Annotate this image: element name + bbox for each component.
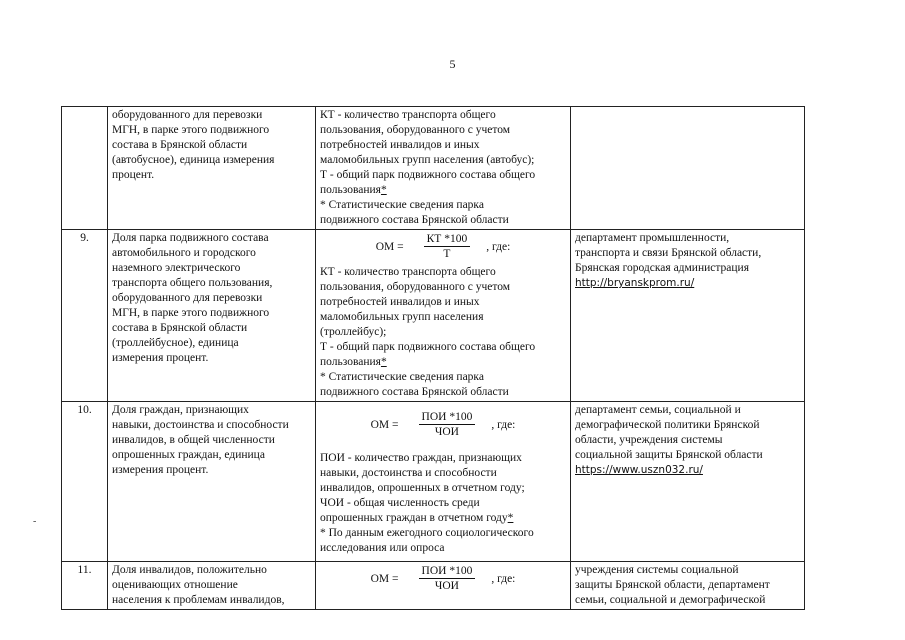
calculation-line: маломобильных групп населения: [320, 311, 484, 323]
indicator-name: [108, 562, 316, 610]
indicator-name-line: Доля парка подвижного состава: [112, 232, 269, 244]
calculation-line: навыки, достоинства и способности: [320, 467, 497, 479]
responsible-source: [571, 107, 805, 230]
calculation-line: * По данным ежегодного социологического: [320, 527, 534, 539]
indicator-name-line: инвалидов, в общей численности: [112, 434, 275, 446]
page-number: 5: [449, 57, 456, 71]
formula-suffix: , где:: [486, 240, 511, 253]
calculation-line: потребностей инвалидов и иных: [320, 139, 480, 151]
formula-suffix: , где:: [491, 418, 516, 431]
indicator-name-line: процент.: [112, 169, 155, 181]
formula: [320, 411, 566, 439]
responsible-source: [571, 230, 805, 402]
source-line: департамент промышленности,: [575, 232, 730, 244]
indicator-name-line: населения к проблемам инвалидов,: [112, 594, 285, 606]
indicator-name-line: МГН, в парке этого подвижного: [112, 307, 270, 319]
calculation-line: опрошенных граждан в отчетном году*: [320, 512, 514, 524]
footnote-asterisk: *: [507, 512, 514, 524]
calculation-line: потребностей инвалидов и иных: [320, 296, 480, 308]
calculation-method: [316, 230, 571, 402]
indicator-name-line: оборудованного для перевозки: [112, 109, 263, 121]
indicator-name-line: Доля граждан, признающих: [112, 404, 249, 416]
calculation-line: КТ - количество транспорта общего: [320, 109, 496, 121]
footnote-asterisk: *: [380, 356, 387, 368]
source-line: учреждения системы социальной: [575, 564, 739, 576]
formula: [320, 233, 566, 261]
indicator-name-line: навыки, достоинства и способности: [112, 419, 289, 431]
table-row: [62, 562, 805, 610]
indicator-name-line: оценивающих отношение: [112, 579, 238, 591]
indicator-name-line: транспорта общего пользования,: [112, 277, 273, 289]
source-line: Брянская городская администрация: [575, 262, 749, 274]
row-number: [62, 107, 108, 230]
row-number: 10.: [62, 402, 108, 562]
calculation-line: пользования, оборудованного с учетом: [320, 281, 511, 293]
formula-fraction: [419, 565, 476, 593]
formula-lhs: ОМ =: [370, 418, 399, 431]
source-link[interactable]: http://bryanskprom.ru/: [575, 277, 695, 289]
indicator-name: [108, 107, 316, 230]
indicators-table: [61, 106, 805, 610]
calculation-line: Т - общий парк подвижного состава общего: [320, 169, 536, 181]
formula-fraction: [424, 233, 471, 261]
indicator-name-line: измерения процент.: [112, 352, 209, 364]
indicator-name-line: (троллейбусное), единица: [112, 337, 239, 349]
formula-lhs: ОМ =: [370, 572, 399, 585]
formula-denominator: ЧОИ: [434, 426, 459, 438]
calculation-line: маломобильных групп населения (автобус);: [320, 154, 535, 166]
table-row: [62, 402, 805, 562]
calculation-line: пользования, оборудованного с учетом: [320, 124, 511, 136]
indicator-name-line: наземного электрического: [112, 262, 241, 274]
footnote-asterisk: *: [380, 184, 387, 196]
indicator-name-line: опрошенных граждан, единица: [112, 449, 265, 461]
indicator-name-line: состава в Брянской области: [112, 139, 248, 151]
source-line: области, учреждения системы: [575, 434, 723, 446]
table-row: [62, 230, 805, 402]
margin-mark: -: [33, 516, 37, 527]
source-link[interactable]: https://www.uszn032.ru/: [575, 464, 703, 476]
formula-denominator: Т: [443, 248, 451, 260]
formula-numerator: КТ *100: [424, 233, 471, 247]
indicator-name: [108, 230, 316, 402]
indicator-name-line: МГН, в парке этого подвижного: [112, 124, 270, 136]
table-row: [62, 107, 805, 230]
indicator-name-line: состава в Брянской области: [112, 322, 248, 334]
calculation-line: пользования*: [320, 356, 387, 368]
indicator-name-line: оборудованного для перевозки: [112, 292, 263, 304]
formula-denominator: ЧОИ: [434, 580, 459, 592]
calculation-line: * Статистические сведения парка: [320, 199, 484, 211]
formula-fraction: [419, 411, 476, 439]
indicator-name: [108, 402, 316, 562]
calculation-line: Т - общий парк подвижного состава общего: [320, 341, 536, 353]
calculation-line: (троллейбус);: [320, 326, 387, 338]
indicator-name-line: Доля инвалидов, положительно: [112, 564, 267, 576]
calculation-line: ЧОИ - общая численность среди: [320, 497, 480, 509]
source-line: защиты Брянской области, департамент: [575, 579, 770, 591]
source-line: департамент семьи, социальной и: [575, 404, 741, 416]
responsible-source: [571, 562, 805, 610]
calculation-line: * Статистические сведения парка: [320, 371, 484, 383]
responsible-source: [571, 402, 805, 562]
source-line: социальной защиты Брянской области: [575, 449, 763, 461]
row-number: 11.: [62, 562, 108, 610]
formula-lhs: ОМ =: [375, 240, 404, 253]
indicator-name-line: автомобильного и городского: [112, 247, 256, 259]
calculation-method: [316, 402, 571, 562]
calculation-line: КТ - количество транспорта общего: [320, 266, 496, 278]
source-line: семьи, социальной и демографической: [575, 594, 766, 606]
formula: [320, 565, 566, 593]
calculation-line: исследования или опроса: [320, 542, 445, 554]
calculation-method: [316, 562, 571, 610]
calculation-line: подвижного состава Брянской области: [320, 386, 509, 398]
calculation-line: ПОИ - количество граждан, признающих: [320, 452, 522, 464]
row-number: 9.: [62, 230, 108, 402]
source-line: транспорта и связи Брянской области,: [575, 247, 762, 259]
formula-numerator: ПОИ *100: [419, 565, 476, 579]
source-line: демографической политики Брянской: [575, 419, 760, 431]
indicator-name-line: измерения процент.: [112, 464, 209, 476]
formula-suffix: , где:: [491, 572, 516, 585]
calculation-line: подвижного состава Брянской области: [320, 214, 509, 226]
indicator-name-line: (автобусное), единица измерения: [112, 154, 275, 166]
formula-numerator: ПОИ *100: [419, 411, 476, 425]
calculation-line: инвалидов, опрошенных в отчетном году;: [320, 482, 525, 494]
calculation-method: [316, 107, 571, 230]
calculation-line: пользования*: [320, 184, 387, 196]
